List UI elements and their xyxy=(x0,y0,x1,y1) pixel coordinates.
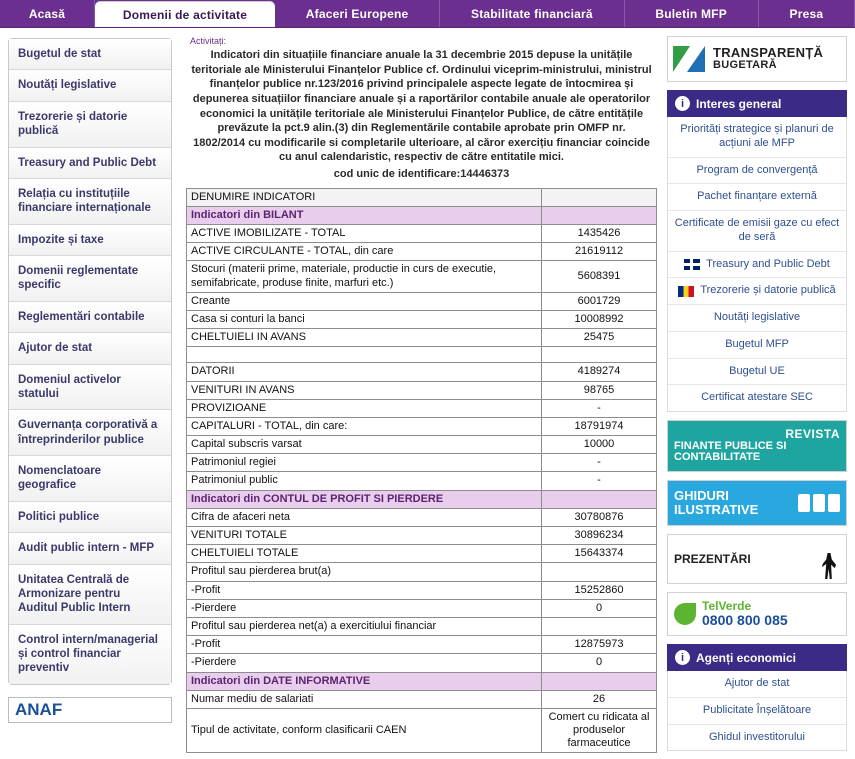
sidebar-item-label: Reglementări contabile xyxy=(18,310,145,323)
main-navigation xyxy=(0,0,855,28)
page-body xyxy=(0,28,855,750)
tab-label: Buletin MFP xyxy=(655,6,727,21)
link-certificat-atestare-sec[interactable] xyxy=(668,385,846,411)
sidebar-item-label: Treasury and Public Debt xyxy=(18,156,157,169)
table-row xyxy=(187,472,657,490)
indicator-value: 30896234 xyxy=(542,527,657,545)
transparency-logo-icon xyxy=(673,44,707,74)
sidebar-item-domenii-reglementate-specific[interactable] xyxy=(9,256,171,302)
sidebar-item-label: Control intern/managerial și control financiar preventiv xyxy=(18,633,158,675)
interes-general-list xyxy=(667,117,847,412)
table-row xyxy=(187,599,657,617)
revista-banner[interactable] xyxy=(667,420,847,472)
info-icon: i xyxy=(675,96,690,111)
sidebar-item-impozite-si-taxe[interactable] xyxy=(9,225,171,256)
agenti-economici-panel xyxy=(667,644,847,751)
indicator-value: - xyxy=(542,399,657,417)
sidebar-item-treasury-public-debt[interactable] xyxy=(9,148,171,179)
indicator-name: ACTIVE IMOBILIZATE - TOTAL xyxy=(187,225,542,243)
telverde-number: 0800 800 085 xyxy=(702,611,788,628)
tab-buletin-mfp[interactable] xyxy=(625,0,759,27)
table-row xyxy=(187,310,657,328)
table-row xyxy=(187,654,657,672)
indicator-value: 30780876 xyxy=(542,508,657,526)
section-value xyxy=(542,490,657,508)
indicator-name: Stocuri (materii prime, materiale, productie in curs de executie, semifabricate, produse finite, marfuri etc.) xyxy=(187,261,542,292)
indicator-name: CAPITALURI - TOTAL, din care: xyxy=(187,417,542,435)
table-row xyxy=(187,527,657,545)
agenti-economici-header xyxy=(667,644,847,671)
table-row xyxy=(187,708,657,753)
indicator-name: -Profit xyxy=(187,636,542,654)
anaf-logo[interactable] xyxy=(8,697,172,723)
sidebar-item-nomenclatoare-geografice[interactable] xyxy=(9,456,171,502)
table-row xyxy=(187,617,657,635)
table-section-row xyxy=(187,490,657,508)
indicator-name: PROVIZIOANE xyxy=(187,399,542,417)
activity-label: Activitați: xyxy=(190,36,227,46)
indicator-name: -Profit xyxy=(187,581,542,599)
column-header-name: DENUMIRE INDICATORI xyxy=(187,188,542,206)
indicator-value: 6001729 xyxy=(542,292,657,310)
table-row xyxy=(187,225,657,243)
sidebar-item-domeniul-activelor-statului[interactable] xyxy=(9,365,171,411)
link-noutati-legislative[interactable] xyxy=(668,305,846,332)
table-row xyxy=(187,508,657,526)
indicator-value: 0 xyxy=(542,599,657,617)
table-spacer-row xyxy=(187,347,657,363)
table-row xyxy=(187,545,657,563)
indicator-name: Profitul sau pierderea brut(a) xyxy=(187,563,542,581)
tab-label: Afaceri Europene xyxy=(305,6,409,21)
sidebar-item-bugetul-de-stat[interactable] xyxy=(9,39,171,70)
indicator-value: - xyxy=(542,454,657,472)
indicator-name: -Pierdere xyxy=(187,654,542,672)
ghiduri-ilustrative-banner[interactable] xyxy=(667,480,847,526)
indicator-name: Tipul de activitate, conform clasificarii CAEN xyxy=(187,708,542,753)
ghiduri-subtitle: ILUSTRATIVE xyxy=(674,502,759,517)
intro-text: Indicatori din situațiile financiare anuale la 31 decembrie 2015 depuse la unitățile teritoriale ale Ministerului Finanțelor Publice cf. Ordinului viceprim-ministrului, ministrul finanțelor publice nr.123/2016 privind principalele aspecte legate de întocmirea și depunerea situațiilor financiare anuale și a raportărilor contabile anuale ale operatorilor economici la unitățile teritoriale ale Ministerului Finanțelor Publice, de către entitățile prevăzute la pct.9 alin.(3) din Reglementările contabile aprobate prin OMFP nr. 1802/2014 cu modificarile si completarile ulterioare, al căror exercițiu financiar coincide cu anul calendaristic, respectiv de către entitatile mici. xyxy=(191,49,652,164)
link-pachet-finantare-externa[interactable] xyxy=(668,184,846,211)
person-icon xyxy=(822,553,836,579)
indicator-name: VENITURI IN AVANS xyxy=(187,381,542,399)
indicator-value xyxy=(542,347,657,363)
interes-general-title: Interes general xyxy=(696,96,782,111)
indicator-name: Numar mediu de salariati xyxy=(187,690,542,708)
indicator-name: ACTIVE CIRCULANTE - TOTAL, din care xyxy=(187,243,542,261)
agenti-economici-title: Agenți economici xyxy=(696,650,797,665)
indicator-name: Capital subscris varsat xyxy=(187,436,542,454)
indicator-value: 26 xyxy=(542,690,657,708)
transparency-subtitle: BUGETARĂ xyxy=(713,59,777,72)
indicator-name: Patrimoniul public xyxy=(187,472,542,490)
tab-label: Stabilitate financiară xyxy=(470,6,593,21)
link-label: Certificate de emisii gaze cu efect de seră xyxy=(674,217,840,243)
link-treasury-public-debt[interactable] xyxy=(668,252,846,279)
transparency-banner[interactable] xyxy=(667,36,847,82)
telverde-banner[interactable] xyxy=(667,592,847,636)
sidebar-item-relatia-institutii-financiare[interactable] xyxy=(9,179,171,225)
indicator-value: 1435426 xyxy=(542,225,657,243)
indicator-value: 25475 xyxy=(542,329,657,347)
link-certificate-emisii-gaze[interactable] xyxy=(668,211,846,252)
sidebar-item-label: Domeniul activelor statului xyxy=(18,373,121,400)
link-label: Ajutor de stat xyxy=(724,677,790,689)
indicator-value: 21619112 xyxy=(542,243,657,261)
sidebar-item-trezorerie-datorie-publica[interactable] xyxy=(9,102,171,148)
link-label: Trezorerie și datorie publică xyxy=(700,284,836,297)
table-section-row xyxy=(187,672,657,690)
indicator-name: CHELTUIELI IN AVANS xyxy=(187,329,542,347)
indicator-name: Patrimoniul regiei xyxy=(187,454,542,472)
link-label: Bugetul UE xyxy=(729,364,785,377)
sidebar-item-audit-public-intern-mfp[interactable] xyxy=(9,533,171,564)
link-bugetul-mfp[interactable] xyxy=(668,332,846,359)
sidebar-item-label: Trezorerie și datorie publică xyxy=(18,110,128,138)
tab-domenii-de-activitate[interactable] xyxy=(95,2,275,27)
financial-indicators-table xyxy=(186,188,657,754)
link-label: Noutăți legislative xyxy=(713,311,801,323)
sidebar-item-noutati-legislative[interactable] xyxy=(9,70,171,101)
link-publicitate-inselatoare[interactable] xyxy=(668,698,846,725)
sidebar-item-label: Relația cu instituțiile financiare internaționale xyxy=(18,187,151,215)
sidebar-item-label: Nomenclatoare geografice xyxy=(18,465,102,492)
revista-title: REVISTA xyxy=(785,427,840,442)
tab-stabilitate-financiara[interactable] xyxy=(440,0,624,27)
indicator-value: 0 xyxy=(542,654,657,672)
section-value xyxy=(542,206,657,224)
indicator-name: Casa si conturi la banci xyxy=(187,310,542,328)
leaf-icon xyxy=(674,603,696,625)
link-trezorerie-datorie-publica[interactable] xyxy=(668,278,846,305)
agenti-economici-list xyxy=(667,671,847,751)
table-row xyxy=(187,417,657,435)
table-row xyxy=(187,436,657,454)
sidebar-item-label: Domenii reglementate specific xyxy=(18,265,139,292)
table-row xyxy=(187,636,657,654)
anaf-logo-label: ANAF xyxy=(15,699,63,719)
sidebar-item-politici-publice[interactable] xyxy=(9,502,171,533)
tab-presa[interactable] xyxy=(759,0,855,27)
table-row xyxy=(187,581,657,599)
link-program-convergenta[interactable] xyxy=(668,158,846,185)
indicator-name: Cifra de afaceri neta xyxy=(187,508,542,526)
section-value xyxy=(542,672,657,690)
indicator-name: VENITURI TOTALE xyxy=(187,527,542,545)
link-label: Publicitate Înșelătoare xyxy=(702,703,812,716)
page-intro xyxy=(186,48,657,188)
table-row xyxy=(187,292,657,310)
table-section-row xyxy=(187,206,657,224)
section-label: Indicatori din DATE INFORMATIVE xyxy=(187,672,542,690)
table-row xyxy=(187,261,657,292)
sidebar-item-label: Ajutor de stat xyxy=(18,342,93,355)
link-label: Pachet finanțare externă xyxy=(697,190,817,203)
indicator-name: DATORII xyxy=(187,363,542,381)
section-label: Indicatori din BILANT xyxy=(187,206,542,224)
link-label: Program de convergență xyxy=(696,163,818,176)
indicator-value: 15643374 xyxy=(542,545,657,563)
table-row xyxy=(187,363,657,381)
indicator-value: 5608391 xyxy=(542,261,657,292)
sidebar-item-label: Politici publice xyxy=(18,510,100,523)
sidebar-item-control-intern-managerial[interactable] xyxy=(9,625,171,684)
indicator-value: 15252860 xyxy=(542,581,657,599)
info-icon: i xyxy=(675,650,690,665)
tab-label: Domenii de activitate xyxy=(122,7,248,22)
section-label: Indicatori din CONTUL DE PROFIT SI PIERDERE xyxy=(187,490,542,508)
indicator-value: 10000 xyxy=(542,436,657,454)
table-row xyxy=(187,399,657,417)
indicator-value: Comert cu ridicata al produselor farmaceutice xyxy=(542,708,657,753)
tab-afaceri-europene[interactable] xyxy=(275,0,440,27)
interes-general-panel xyxy=(667,90,847,412)
sidebar-item-label: Impozite și taxe xyxy=(18,233,104,246)
indicator-name: -Pierdere xyxy=(187,599,542,617)
table-header-row xyxy=(187,188,657,206)
link-label: Certificat atestare SEC xyxy=(701,391,813,404)
sidebar-menu xyxy=(8,38,172,685)
telverde-label: TelVerde xyxy=(702,598,752,613)
table-row xyxy=(187,563,657,581)
link-ajutor-de-stat[interactable] xyxy=(668,671,846,698)
link-label: Bugetul MFP xyxy=(725,337,789,350)
indicator-value xyxy=(542,563,657,581)
sidebar-item-label: Bugetul de stat xyxy=(18,48,102,60)
sidebar-item-label: Noutăți legislative xyxy=(18,79,117,92)
sidebar-item-ajutor-de-stat[interactable] xyxy=(9,333,171,364)
interes-general-header xyxy=(667,90,847,117)
table-body xyxy=(187,188,657,753)
indicator-value: 4189274 xyxy=(542,363,657,381)
indicator-name: CHELTUIELI TOTALE xyxy=(187,545,542,563)
prezentari-banner[interactable] xyxy=(667,534,847,584)
table-row xyxy=(187,381,657,399)
uk-flag-icon xyxy=(684,259,700,270)
table-row xyxy=(187,690,657,708)
sidebar-item-label: Audit public intern - MFP xyxy=(18,542,155,555)
tab-acasa[interactable] xyxy=(0,0,95,27)
tab-label: Acasă xyxy=(28,6,66,21)
indicator-value: 10008992 xyxy=(542,310,657,328)
indicator-value: 98765 xyxy=(542,381,657,399)
indicator-value: - xyxy=(542,472,657,490)
column-header-value xyxy=(542,188,657,206)
cod-unic-identificare: cod unic de identificare:14446373 xyxy=(333,168,510,180)
sidebar-item-reglementari-contabile[interactable] xyxy=(9,302,171,333)
tab-label: Presa xyxy=(789,6,824,21)
link-ghidul-investitorului[interactable] xyxy=(668,725,846,751)
indicator-value: 12875973 xyxy=(542,636,657,654)
table-row xyxy=(187,329,657,347)
sidebar-item-label: Unitatea Centrală de Armonizare pentru Auditul Public Intern xyxy=(18,573,131,615)
books-icon xyxy=(798,494,840,512)
link-label: Treasury and Public Debt xyxy=(706,257,830,270)
main-content xyxy=(180,28,663,753)
prezentari-title: PREZENTĂRI xyxy=(674,552,751,566)
indicator-value xyxy=(542,617,657,635)
right-sidebar xyxy=(663,28,855,759)
link-label: Priorități strategice și planuri de acțiuni ale MFP xyxy=(680,123,834,149)
sidebar xyxy=(0,28,180,723)
table-row xyxy=(187,454,657,472)
link-bugetul-ue[interactable] xyxy=(668,359,846,386)
sidebar-item-label: Guvernanța corporativă a întreprinderilor publice xyxy=(18,419,158,446)
table-row xyxy=(187,243,657,261)
transparency-title: TRANSPARENȚĂ xyxy=(713,45,824,61)
indicator-name xyxy=(187,347,542,363)
indicator-name: Profitul sau pierderea net(a) a exercitiului financiar xyxy=(187,617,542,635)
romania-flag-icon xyxy=(678,286,694,297)
link-label: Ghidul investitorului xyxy=(709,730,805,743)
sidebar-item-guvernanta-corporativa[interactable] xyxy=(9,410,171,456)
sidebar-item-ucaapi[interactable] xyxy=(9,565,171,625)
link-prioritati-strategice[interactable] xyxy=(668,117,846,158)
indicator-value: 18791974 xyxy=(542,417,657,435)
ghiduri-title: GHIDURI xyxy=(674,488,729,504)
indicator-name: Creante xyxy=(187,292,542,310)
revista-subtitle: FINANTE PUBLICE SI CONTABILITATE xyxy=(674,439,787,464)
